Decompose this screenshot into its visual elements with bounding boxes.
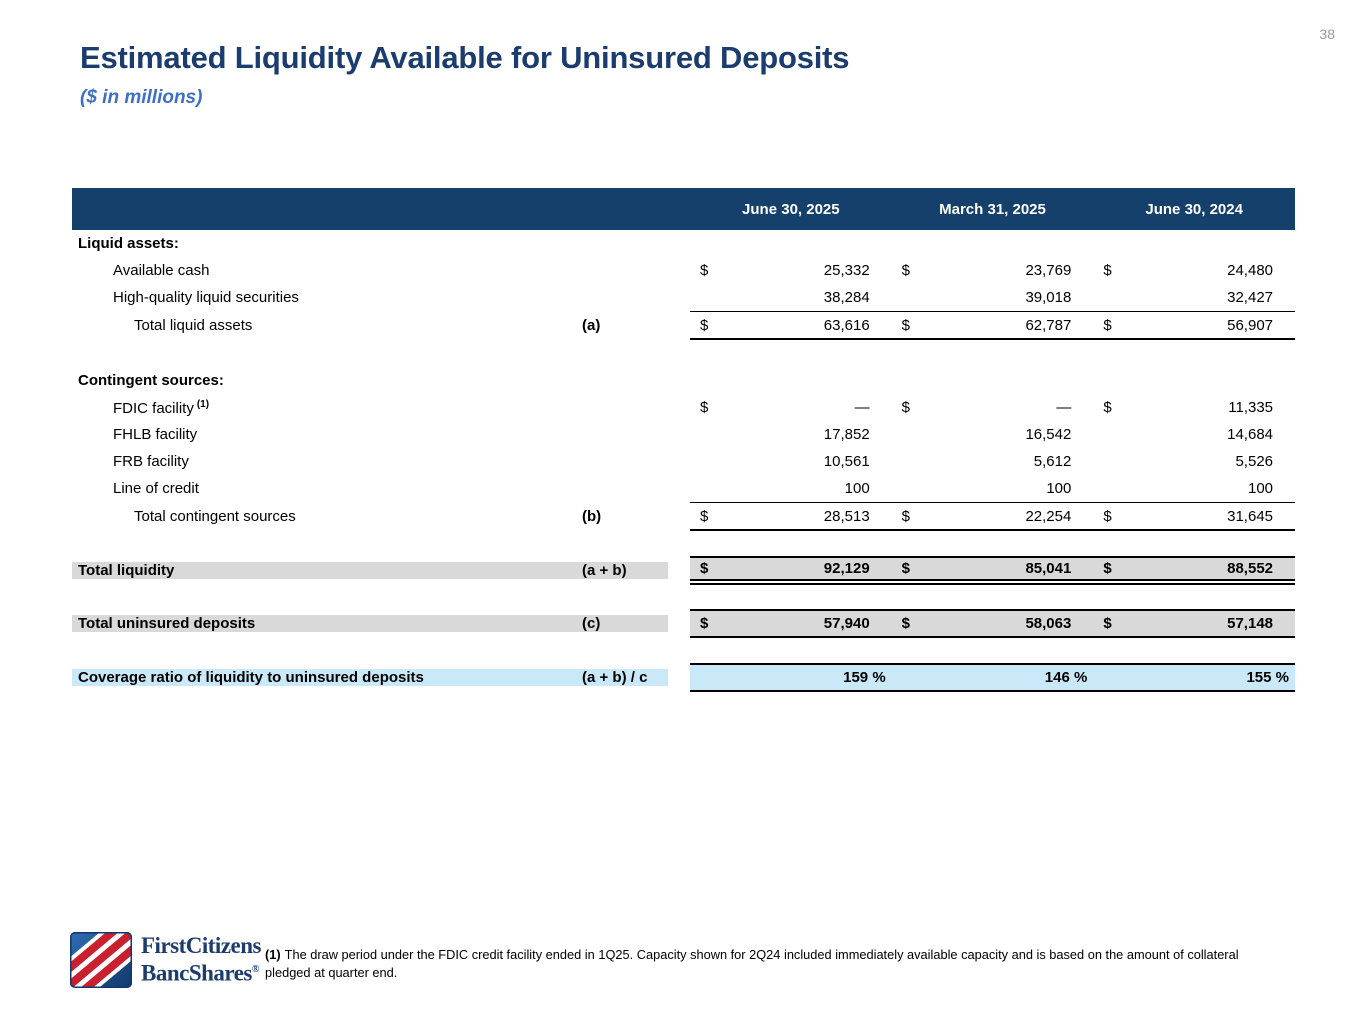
cell-value: 22,254	[1025, 507, 1072, 525]
dollar-sign: $	[1103, 507, 1112, 525]
table-row-total-uninsured-deposits: Total uninsured deposits (c) $ 57,940 $ 58,063 $ 57,148	[72, 609, 1295, 638]
formula-b: (b)	[582, 508, 602, 525]
cell-value: —	[1056, 399, 1072, 416]
footnote-text: The draw period under the FDIC credit facility ended in 1Q25. Capacity shown for 2Q24 included immediately available capacity and is based on the amount of collateral pledged at quarter end.	[265, 947, 1239, 980]
table-row-total-contingent-sources: Total contingent sources (b) $ 28,513 $ 22,254 $ 31,645	[72, 502, 1295, 531]
spacer	[72, 531, 1295, 556]
dollar-sign: $	[1103, 615, 1112, 632]
table-row-available-cash: Available cash $ 25,332 $ 23,769 $ 24,480	[113, 262, 1274, 279]
cell-value: 58,063	[1025, 615, 1072, 632]
cell-value: —	[854, 399, 870, 416]
table-row-line-of-credit: Line of credit 100 100 100	[113, 480, 1274, 497]
table-row-coverage-ratio: Coverage ratio of liquidity to uninsured deposits (a + b) / c 159 % 146 % 155 %	[72, 663, 1295, 692]
table-row-total-liquid-assets: Total liquid assets (a) $ 63,616 $ 62,787 $ 56,907	[72, 311, 1295, 340]
dollar-sign: $	[700, 507, 709, 525]
formula-a-plus-b: (a + b)	[582, 562, 668, 579]
dollar-sign: $	[700, 615, 709, 632]
dollar-sign: $	[901, 399, 911, 416]
dollar-sign: $	[901, 615, 911, 632]
column-header-june-2024: June 30, 2024	[1145, 200, 1243, 218]
cell-value: 85,041	[1025, 560, 1072, 577]
registered-mark: ®	[251, 964, 259, 976]
formula-a: (a)	[582, 317, 601, 334]
dollar-sign: $	[700, 560, 709, 577]
table-row-fhlb-facility: FHLB facility 17,852 16,542 14,684	[113, 426, 1274, 443]
spacer	[72, 638, 1295, 663]
cell-value: 5,526	[1235, 453, 1274, 470]
cell-value: 146 %	[1044, 669, 1088, 686]
section-row-liquid-assets: Liquid assets:	[78, 235, 179, 252]
dollar-sign: $	[901, 560, 911, 577]
cell-value: 24,480	[1227, 262, 1274, 279]
cell-value: 16,542	[1025, 426, 1072, 443]
dollar-sign: $	[1103, 560, 1112, 577]
table-row-frb-facility: FRB facility 10,561 5,612 5,526	[113, 453, 1274, 470]
cell-value: 5,612	[1033, 453, 1072, 470]
cell-value: 38,284	[823, 289, 870, 306]
dollar-sign: $	[901, 316, 911, 334]
dollar-sign: $	[700, 262, 709, 279]
cell-value: 100	[1046, 480, 1072, 497]
column-header-june-2025: June 30, 2025	[742, 200, 840, 218]
cell-value: 159 %	[843, 669, 886, 686]
dollar-sign: $	[700, 399, 709, 416]
page-number: 38	[1319, 26, 1335, 42]
company-logo-text	[141, 934, 261, 986]
dollar-sign: $	[1103, 316, 1112, 334]
dollar-sign: $	[1103, 399, 1112, 416]
cell-value: 56,907	[1227, 316, 1274, 334]
dollar-sign: $	[901, 262, 911, 279]
cell-value: 11,335	[1228, 399, 1274, 416]
formula-c: (c)	[582, 615, 668, 632]
cell-value: 31,645	[1227, 507, 1274, 525]
cell-value: 23,769	[1025, 262, 1072, 279]
dollar-sign: $	[700, 316, 709, 334]
cell-value: 155 %	[1246, 669, 1290, 686]
table-row-high-quality-liquid-securities: High-quality liquid securities 38,284 39,018 32,427	[113, 289, 1274, 306]
slide-subtitle: ($ in millions)	[80, 87, 203, 108]
footnote	[265, 946, 1280, 981]
cell-value: 39,018	[1025, 289, 1072, 306]
slide-title: Estimated Liquidity Available for Uninsured Deposits	[80, 40, 850, 75]
cell-value: 10,561	[823, 453, 870, 470]
logo-line2: BancShares®	[141, 960, 259, 986]
cell-value: 62,787	[1025, 316, 1072, 334]
cell-value: 57,940	[823, 615, 870, 632]
footnote-marker: (1)	[265, 947, 281, 962]
company-logo	[70, 932, 261, 988]
footnote-reference: (1)	[196, 398, 210, 410]
table-row-total-liquidity: Total liquidity (a + b) $ 92,129 $ 85,041 $ 88,552	[72, 556, 1295, 585]
table-header-row	[72, 188, 1295, 230]
dollar-sign: $	[901, 507, 911, 525]
spacer	[72, 340, 1295, 367]
cell-value: 28,513	[823, 507, 870, 525]
spacer	[72, 585, 1295, 609]
dollar-sign: $	[1103, 262, 1112, 279]
column-header-march-2025: March 31, 2025	[939, 200, 1046, 218]
cell-value: 100	[844, 480, 870, 497]
cell-value: 25,332	[823, 262, 870, 279]
table-row-fdic-facility: FDIC facility $^{(1)}$ $ — $ — $ 11,335	[113, 398, 1274, 417]
cell-value: 57,148	[1227, 615, 1274, 632]
section-row-contingent-sources: Contingent sources:	[78, 372, 224, 389]
liquidity-table	[72, 188, 1295, 692]
cell-value: 14,684	[1227, 426, 1274, 443]
logo-line1: FirstCitizens	[141, 933, 261, 959]
cell-value: 100	[1247, 480, 1274, 497]
cell-value: 88,552	[1227, 560, 1274, 577]
cell-value: 92,129	[823, 560, 870, 577]
cell-value: 32,427	[1227, 289, 1274, 306]
first-citizens-logo-icon	[70, 932, 132, 988]
cell-value: 17,852	[823, 426, 870, 443]
formula-a-plus-b-over-c: (a + b) / c	[582, 669, 668, 686]
cell-value: 63,616	[823, 316, 870, 334]
